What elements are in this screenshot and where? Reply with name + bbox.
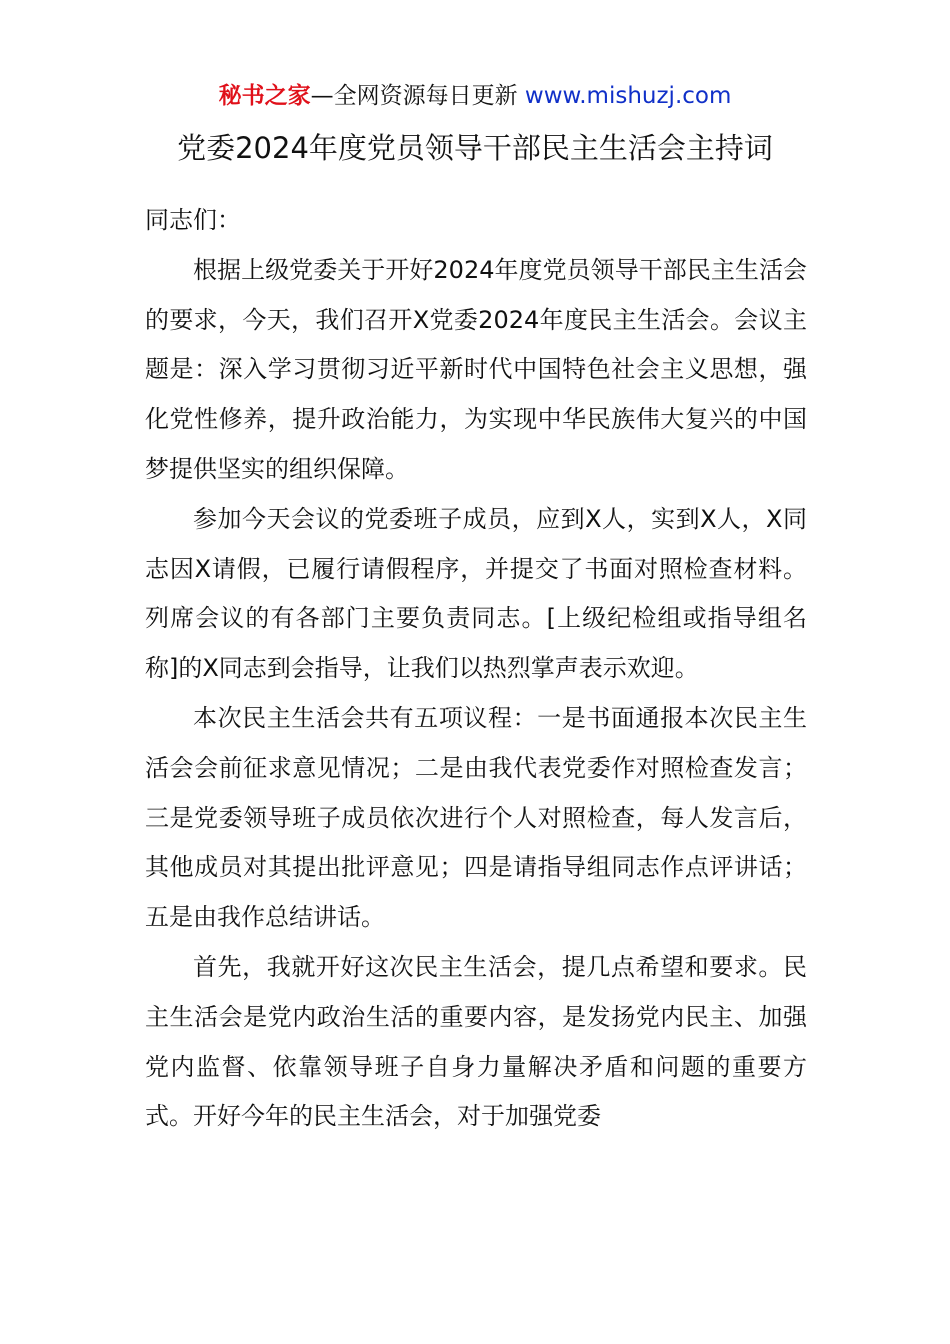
paragraph-4: 首先，我就开好这次民主生活会，提几点希望和要求。民主生活会是党内政治生活的重要内容，是发扬党内民主、加强党内监督、依靠领导班子自身力量解决矛盾和问题的重要方式。开好今年的民主生活会，对于加强党委: [145, 952, 807, 1131]
site-url-link[interactable]: www.mishuzj.com: [524, 83, 732, 109]
document-body: [145, 196, 807, 1142]
header-tagline: —全网资源每日更新: [310, 83, 518, 109]
paragraph-3: 本次民主生活会共有五项议程：一是书面通报本次民主生活会会前征求意见情况；二是由我代表党委作对照检查发言；三是党委领导班子成员依次进行个人对照检查，每人发言后，其他成员对其提出批评意见；四是请指导组同志作点评讲话；五是由我作总结讲话。: [145, 703, 807, 932]
paragraph-2: 参加今天会议的党委班子成员，应到X人，实到X人，X同志因X请假，已履行请假程序，并提交了书面对照检查材料。列席会议的有各部门主要负责同志。[上级纪检组或指导组名称]的X同志到会指导，让我们以热烈掌声表示欢迎。: [145, 504, 807, 683]
brand-name: 秘书之家: [218, 83, 311, 109]
document-title: 党委2024年度党员领导干部民主生活会主持词: [177, 131, 773, 165]
salutation: 同志们：: [145, 206, 241, 234]
paragraph-1: 根据上级党委关于开好2024年度党员领导干部民主生活会的要求，今天，我们召开X党委2024年度民主生活会。会议主题是：深入学习贯彻习近平新时代中国特色社会主义思想，强化党性修养，提升政治能力，为实现中华民族伟大复兴的中国梦提供坚实的组织保障。: [145, 255, 807, 483]
site-header: [0, 80, 950, 112]
